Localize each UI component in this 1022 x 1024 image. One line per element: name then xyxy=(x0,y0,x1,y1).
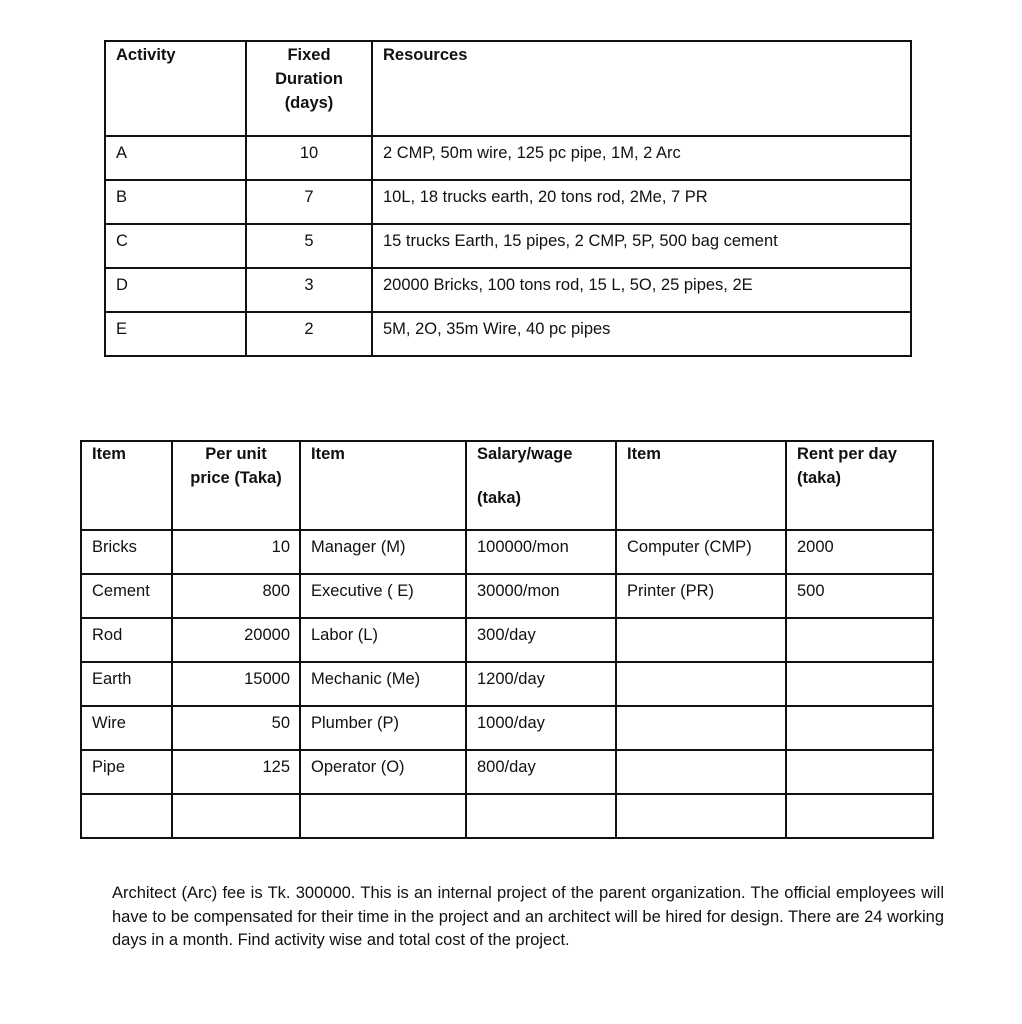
price-cell xyxy=(172,794,300,838)
staff-cell: Labor (L) xyxy=(300,618,466,662)
equipment-cell xyxy=(616,706,786,750)
equipment-item-header: Item xyxy=(616,441,786,530)
price-cell: 15000 xyxy=(172,662,300,706)
table-row xyxy=(105,312,911,356)
material-cell: Earth xyxy=(81,662,172,706)
duration-cell: 2 xyxy=(246,312,372,356)
unit-price-header: Per unit price (Taka) xyxy=(172,441,300,530)
activity-header: Activity xyxy=(105,41,246,136)
staff-cell: Mechanic (Me) xyxy=(300,662,466,706)
price-cell: 10 xyxy=(172,530,300,574)
duration-cell: 3 xyxy=(246,268,372,312)
activity-cell: A xyxy=(105,136,246,180)
resources-cell: 2 CMP, 50m wire, 125 pc pipe, 1M, 2 Arc xyxy=(372,136,911,180)
table-row xyxy=(105,268,911,312)
table-row xyxy=(81,618,933,662)
activity-cell: B xyxy=(105,180,246,224)
material-item-header: Item xyxy=(81,441,172,530)
staff-cell: Manager (M) xyxy=(300,530,466,574)
activity-table-header-row xyxy=(105,41,911,136)
rent-cell: 2000 xyxy=(786,530,933,574)
material-cell xyxy=(81,794,172,838)
wage-cell: 300/day xyxy=(466,618,616,662)
material-cell: Cement xyxy=(81,574,172,618)
staff-cell: Operator (O) xyxy=(300,750,466,794)
staff-cell xyxy=(300,794,466,838)
rent-cell xyxy=(786,706,933,750)
material-cell: Wire xyxy=(81,706,172,750)
table-row xyxy=(81,530,933,574)
equipment-cell xyxy=(616,662,786,706)
table-row xyxy=(105,180,911,224)
wage-cell: 100000/mon xyxy=(466,530,616,574)
price-cell: 125 xyxy=(172,750,300,794)
material-cell: Pipe xyxy=(81,750,172,794)
rent-header: Rent per day (taka) xyxy=(786,441,933,530)
equipment-cell xyxy=(616,618,786,662)
material-cell: Bricks xyxy=(81,530,172,574)
staff-cell: Executive ( E) xyxy=(300,574,466,618)
price-cell: 800 xyxy=(172,574,300,618)
salary-header: Salary/wage (taka) xyxy=(466,441,616,530)
resources-cell: 20000 Bricks, 100 tons rod, 15 L, 5O, 25 pipes, 2E xyxy=(372,268,911,312)
wage-cell: 1000/day xyxy=(466,706,616,750)
rent-cell xyxy=(786,750,933,794)
table-row xyxy=(105,136,911,180)
resources-cell: 5M, 2O, 35m Wire, 40 pc pipes xyxy=(372,312,911,356)
activity-cell: C xyxy=(105,224,246,268)
activity-cell: D xyxy=(105,268,246,312)
table-row xyxy=(81,662,933,706)
table-row xyxy=(105,224,911,268)
wage-cell: 1200/day xyxy=(466,662,616,706)
staff-item-header: Item xyxy=(300,441,466,530)
price-table xyxy=(80,440,934,839)
duration-cell: 5 xyxy=(246,224,372,268)
wage-cell xyxy=(466,794,616,838)
duration-cell: 7 xyxy=(246,180,372,224)
resources-cell: 10L, 18 trucks earth, 20 tons rod, 2Me, 7 PR xyxy=(372,180,911,224)
wage-cell: 800/day xyxy=(466,750,616,794)
rent-cell xyxy=(786,662,933,706)
equipment-cell: Printer (PR) xyxy=(616,574,786,618)
equipment-cell xyxy=(616,750,786,794)
table-row-empty xyxy=(81,794,933,838)
price-cell: 20000 xyxy=(172,618,300,662)
table-row xyxy=(81,574,933,618)
material-cell: Rod xyxy=(81,618,172,662)
resources-header: Resources xyxy=(372,41,911,136)
rent-cell: 500 xyxy=(786,574,933,618)
price-cell: 50 xyxy=(172,706,300,750)
duration-cell: 10 xyxy=(246,136,372,180)
activity-table xyxy=(104,40,912,357)
duration-header: Fixed Duration (days) xyxy=(246,41,372,136)
staff-cell: Plumber (P) xyxy=(300,706,466,750)
activity-cell: E xyxy=(105,312,246,356)
wage-cell: 30000/mon xyxy=(466,574,616,618)
table-row xyxy=(81,706,933,750)
rent-cell xyxy=(786,618,933,662)
price-table-header-row xyxy=(81,441,933,530)
equipment-cell: Computer (CMP) xyxy=(616,530,786,574)
table-row xyxy=(81,750,933,794)
rent-cell xyxy=(786,794,933,838)
equipment-cell xyxy=(616,794,786,838)
resources-cell: 15 trucks Earth, 15 pipes, 2 CMP, 5P, 500 bag cement xyxy=(372,224,911,268)
problem-statement: Architect (Arc) fee is Tk. 300000. This is an internal project of the parent organization. The official employees will have to be compensated for their time in the project and an architect will be hired for design. There are 24 working days in a month. Find activity wise and total cost of the project. xyxy=(112,884,944,949)
